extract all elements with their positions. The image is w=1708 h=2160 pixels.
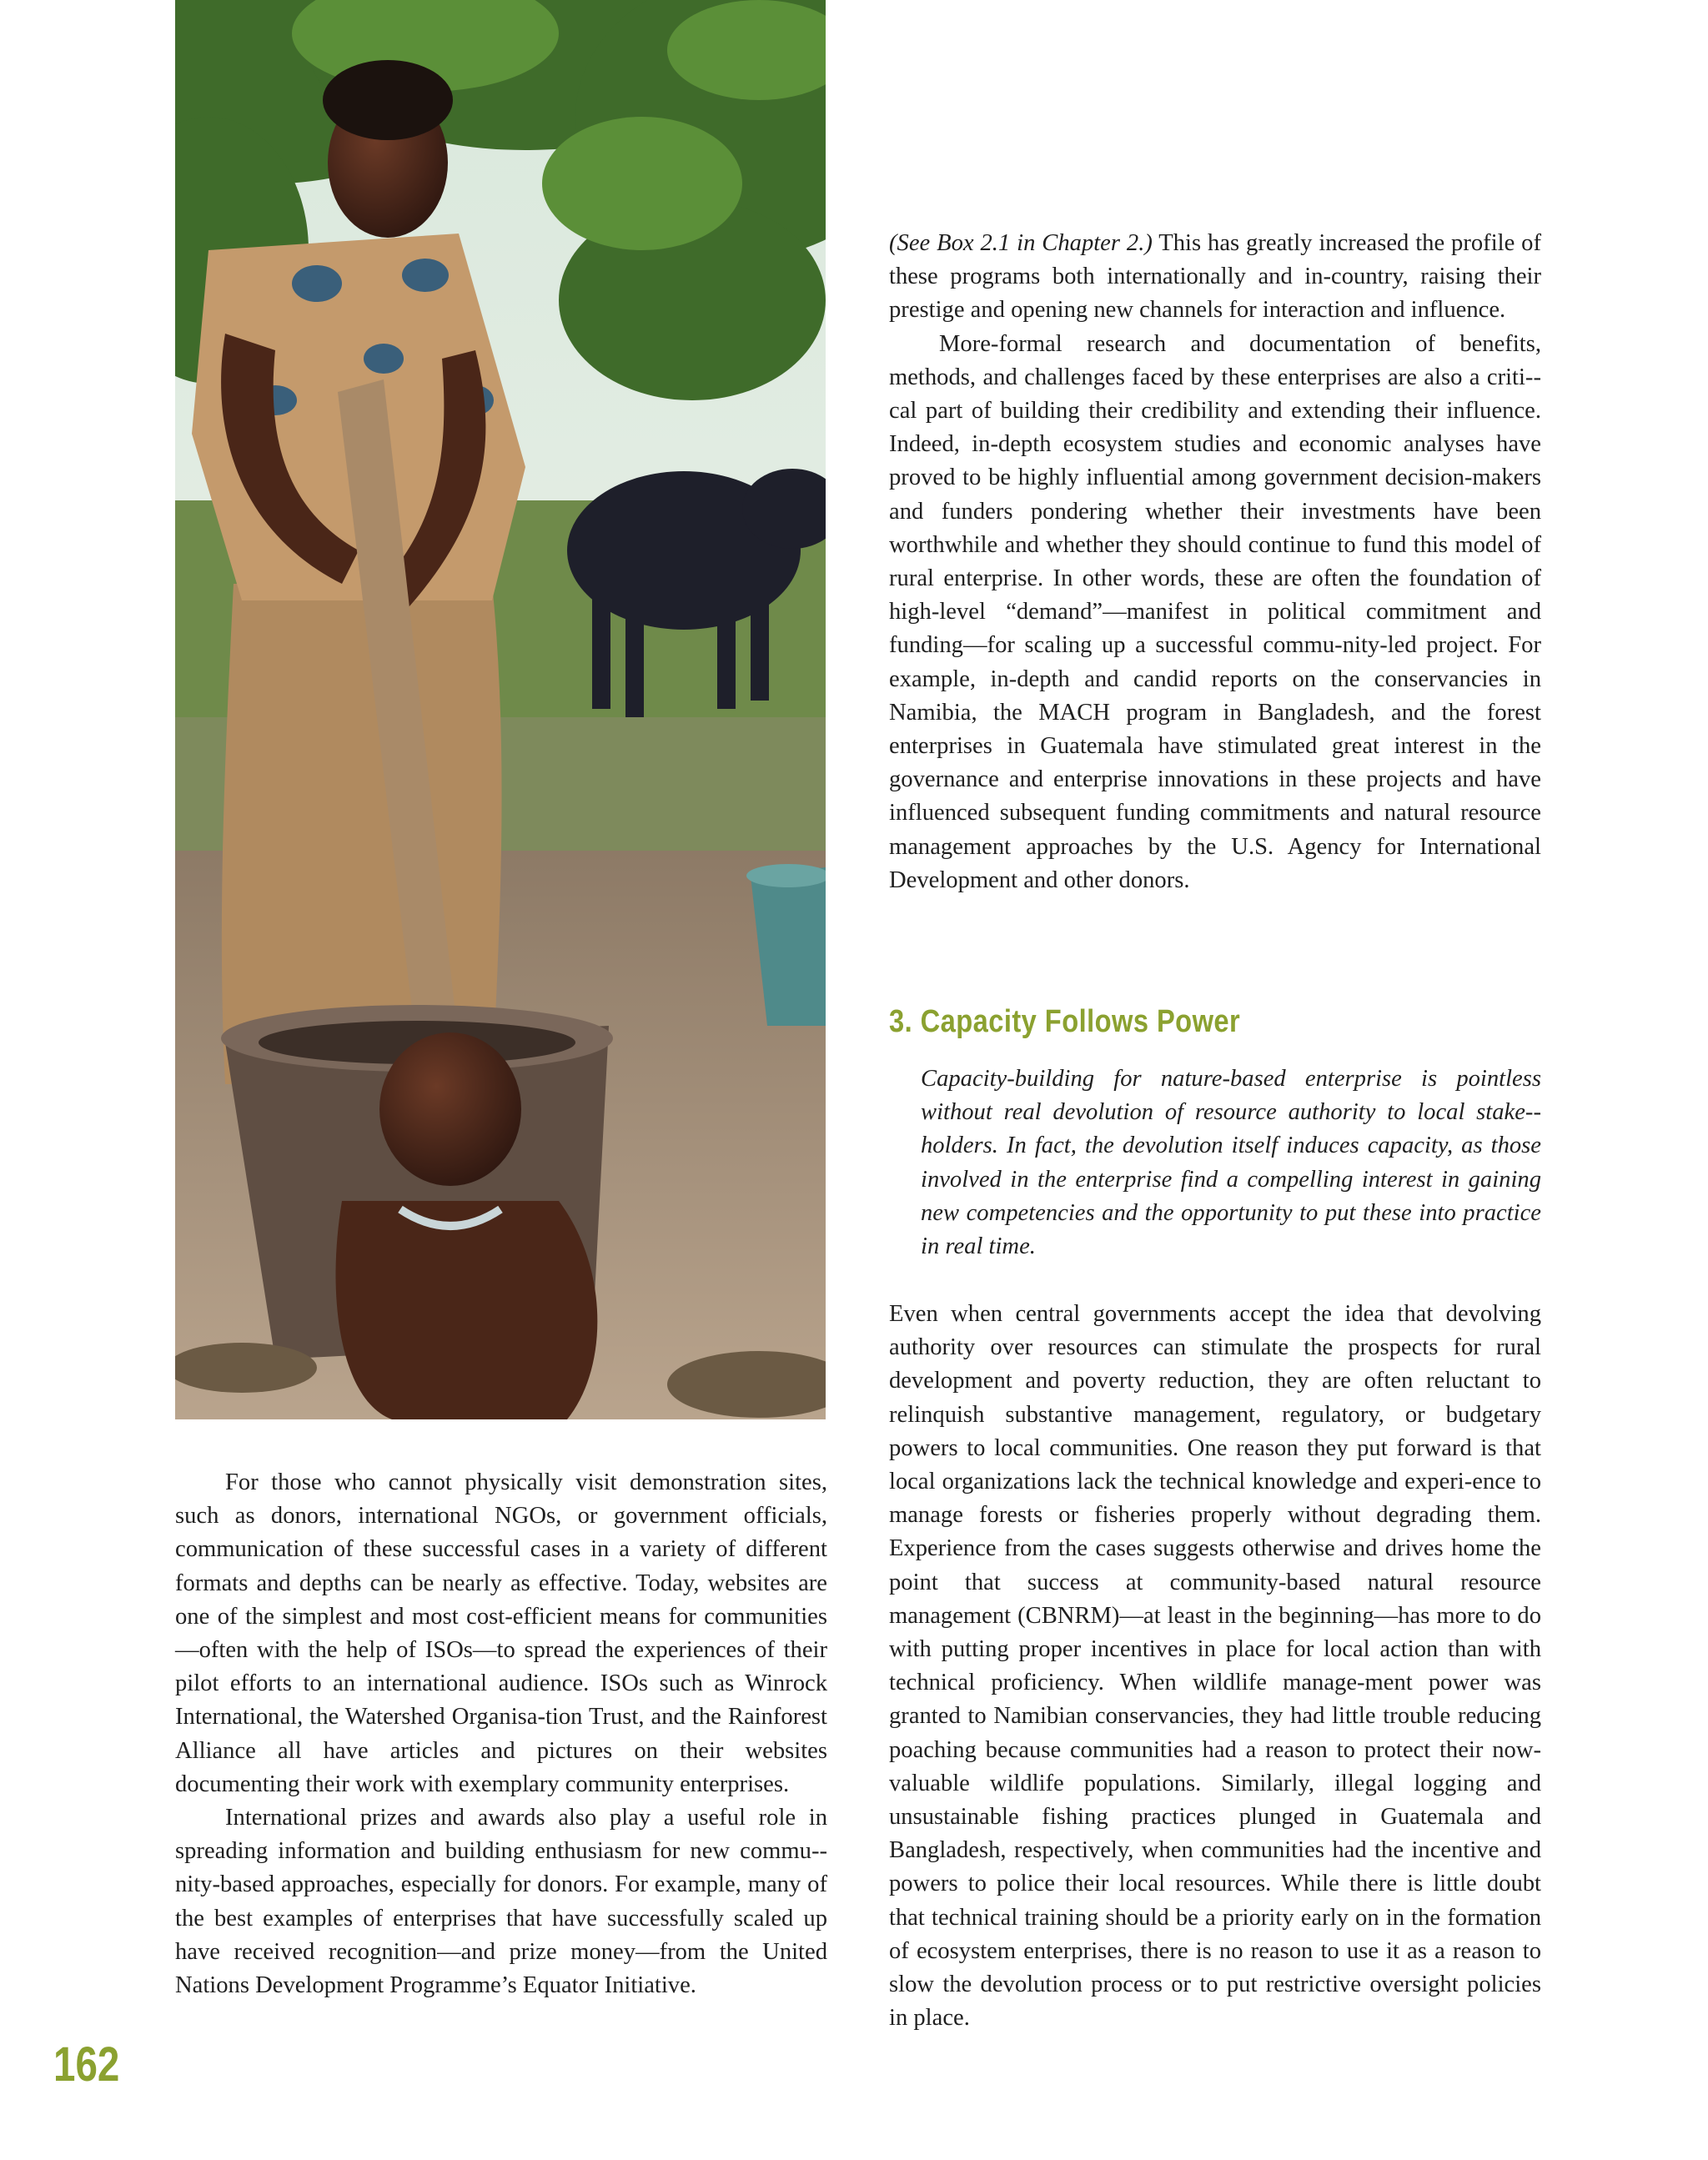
paragraph-research-documentation: More-formal research and documentation of benefits, methods, and challenges faced by these enterprises are also a criti-cal part of building their credibility and extending their influence. Indeed, in-depth ecosystem studies and economic analyses have proved to be highly influential among government decision-makers and funders pondering whether their investments have been worthwhile and whether they should continue to fund this model of rural enterprise. In other words, these are often the foundation of high-level “demand”—manifest in political commitment and funding—for scaling up a successful commu-nity-led project. For example, in-depth and candid reports on the conservancies in Namibia, the MACH program in Bangladesh, and the forest enterprises in Guatemala have stimulated great interest in the governance and enterprise innovations in these projects and have influenced subsequent funding commitments and natural resource management approaches by the U.S. Agency for International Development and other donors. — [889, 330, 1541, 893]
right-column-bottom — [889, 1298, 1541, 2035]
box-reference: (See Box 2.1 in Chapter 2.) — [889, 230, 1153, 256]
photo-illustration — [175, 0, 826, 1419]
paragraph-continuation — [889, 227, 1541, 328]
page-number: 162 — [53, 2037, 120, 2092]
right-column-top — [889, 227, 1541, 897]
paragraph-devolving-authority: Even when central governments accept the idea that devolving authority over resources can stimulate the prospects for rural development and poverty reduction, they are often reluctant to relinquish substantive management, regulatory, or budgetary powers to local communities. One reason they put forward is that local organizations lack the technical knowledge and experi-ence to manage forests or fisheries properly without degrading them. Experience from the cases suggests otherwise and drives home the point that success at community-based natural resource management (CBNRM)—at least in the beginning—has more to do with putting proper incentives in place for local action than with technical proficiency. When wildlife manage-ment power was granted to Namibian conservancies, they had little trouble reducing poaching because communities had a reason to protect their now-valuable wildlife populations. Similarly, illegal logging and unsustainable fishing practices plunged in Guatemala and Bangladesh, respectively, when communities had the incentive and powers to police their local resources. While there is little doubt that technical training should be a priority early on in the formation of ecosystem enterprises, there is no reason to use it as a reason to slow the devolution process or to put restrictive oversight policies in place. — [889, 1301, 1541, 2032]
section-heading: 3. Capacity Follows Power — [889, 1004, 1241, 1039]
section-lead-paragraph: Capacity-building for nature-based enterprise is pointless without real devolution of resource authority to local stake-holders. In fact, the devolution itself induces capacity, as those involved in the enterprise find a compelling interest in gaining new competencies and the opportunity to put these into practice in real time. — [921, 1066, 1541, 1260]
paragraph-continuation-text: This has greatly increased the profile of these programs both internationally and in-country, raising their prestige and opening new channels for interaction and influence. — [889, 230, 1542, 324]
paragraph-international-prizes: International prizes and awards also play a useful role in spreading information and building enthusiasm for new commu-nity-based approaches, especially for donors. For example, many of the best examples of enterprises that have successfully scaled up have received recognition—and prize money—from the United Nations Development Programme’s Equator Initiative. — [175, 1805, 827, 1999]
paragraph-communication-cases: For those who cannot physically visit demonstration sites, such as donors, international NGOs, or government officials, communication of these successful cases in a variety of different formats and depths can be nearly as effective. Today, websites are one of the simplest and most cost-efficient means for communities—often with the help of ISOs—to spread the experiences of their pilot efforts to an international audience. ISOs such as Winrock International, the Watershed Organisa-tion Trust, and the Rainforest Alliance all have articles and pictures on their websites documenting their work with exemplary community enterprises. — [175, 1469, 827, 1797]
photo-woman-pounding-grain — [175, 0, 826, 1419]
left-column — [175, 1466, 827, 2002]
